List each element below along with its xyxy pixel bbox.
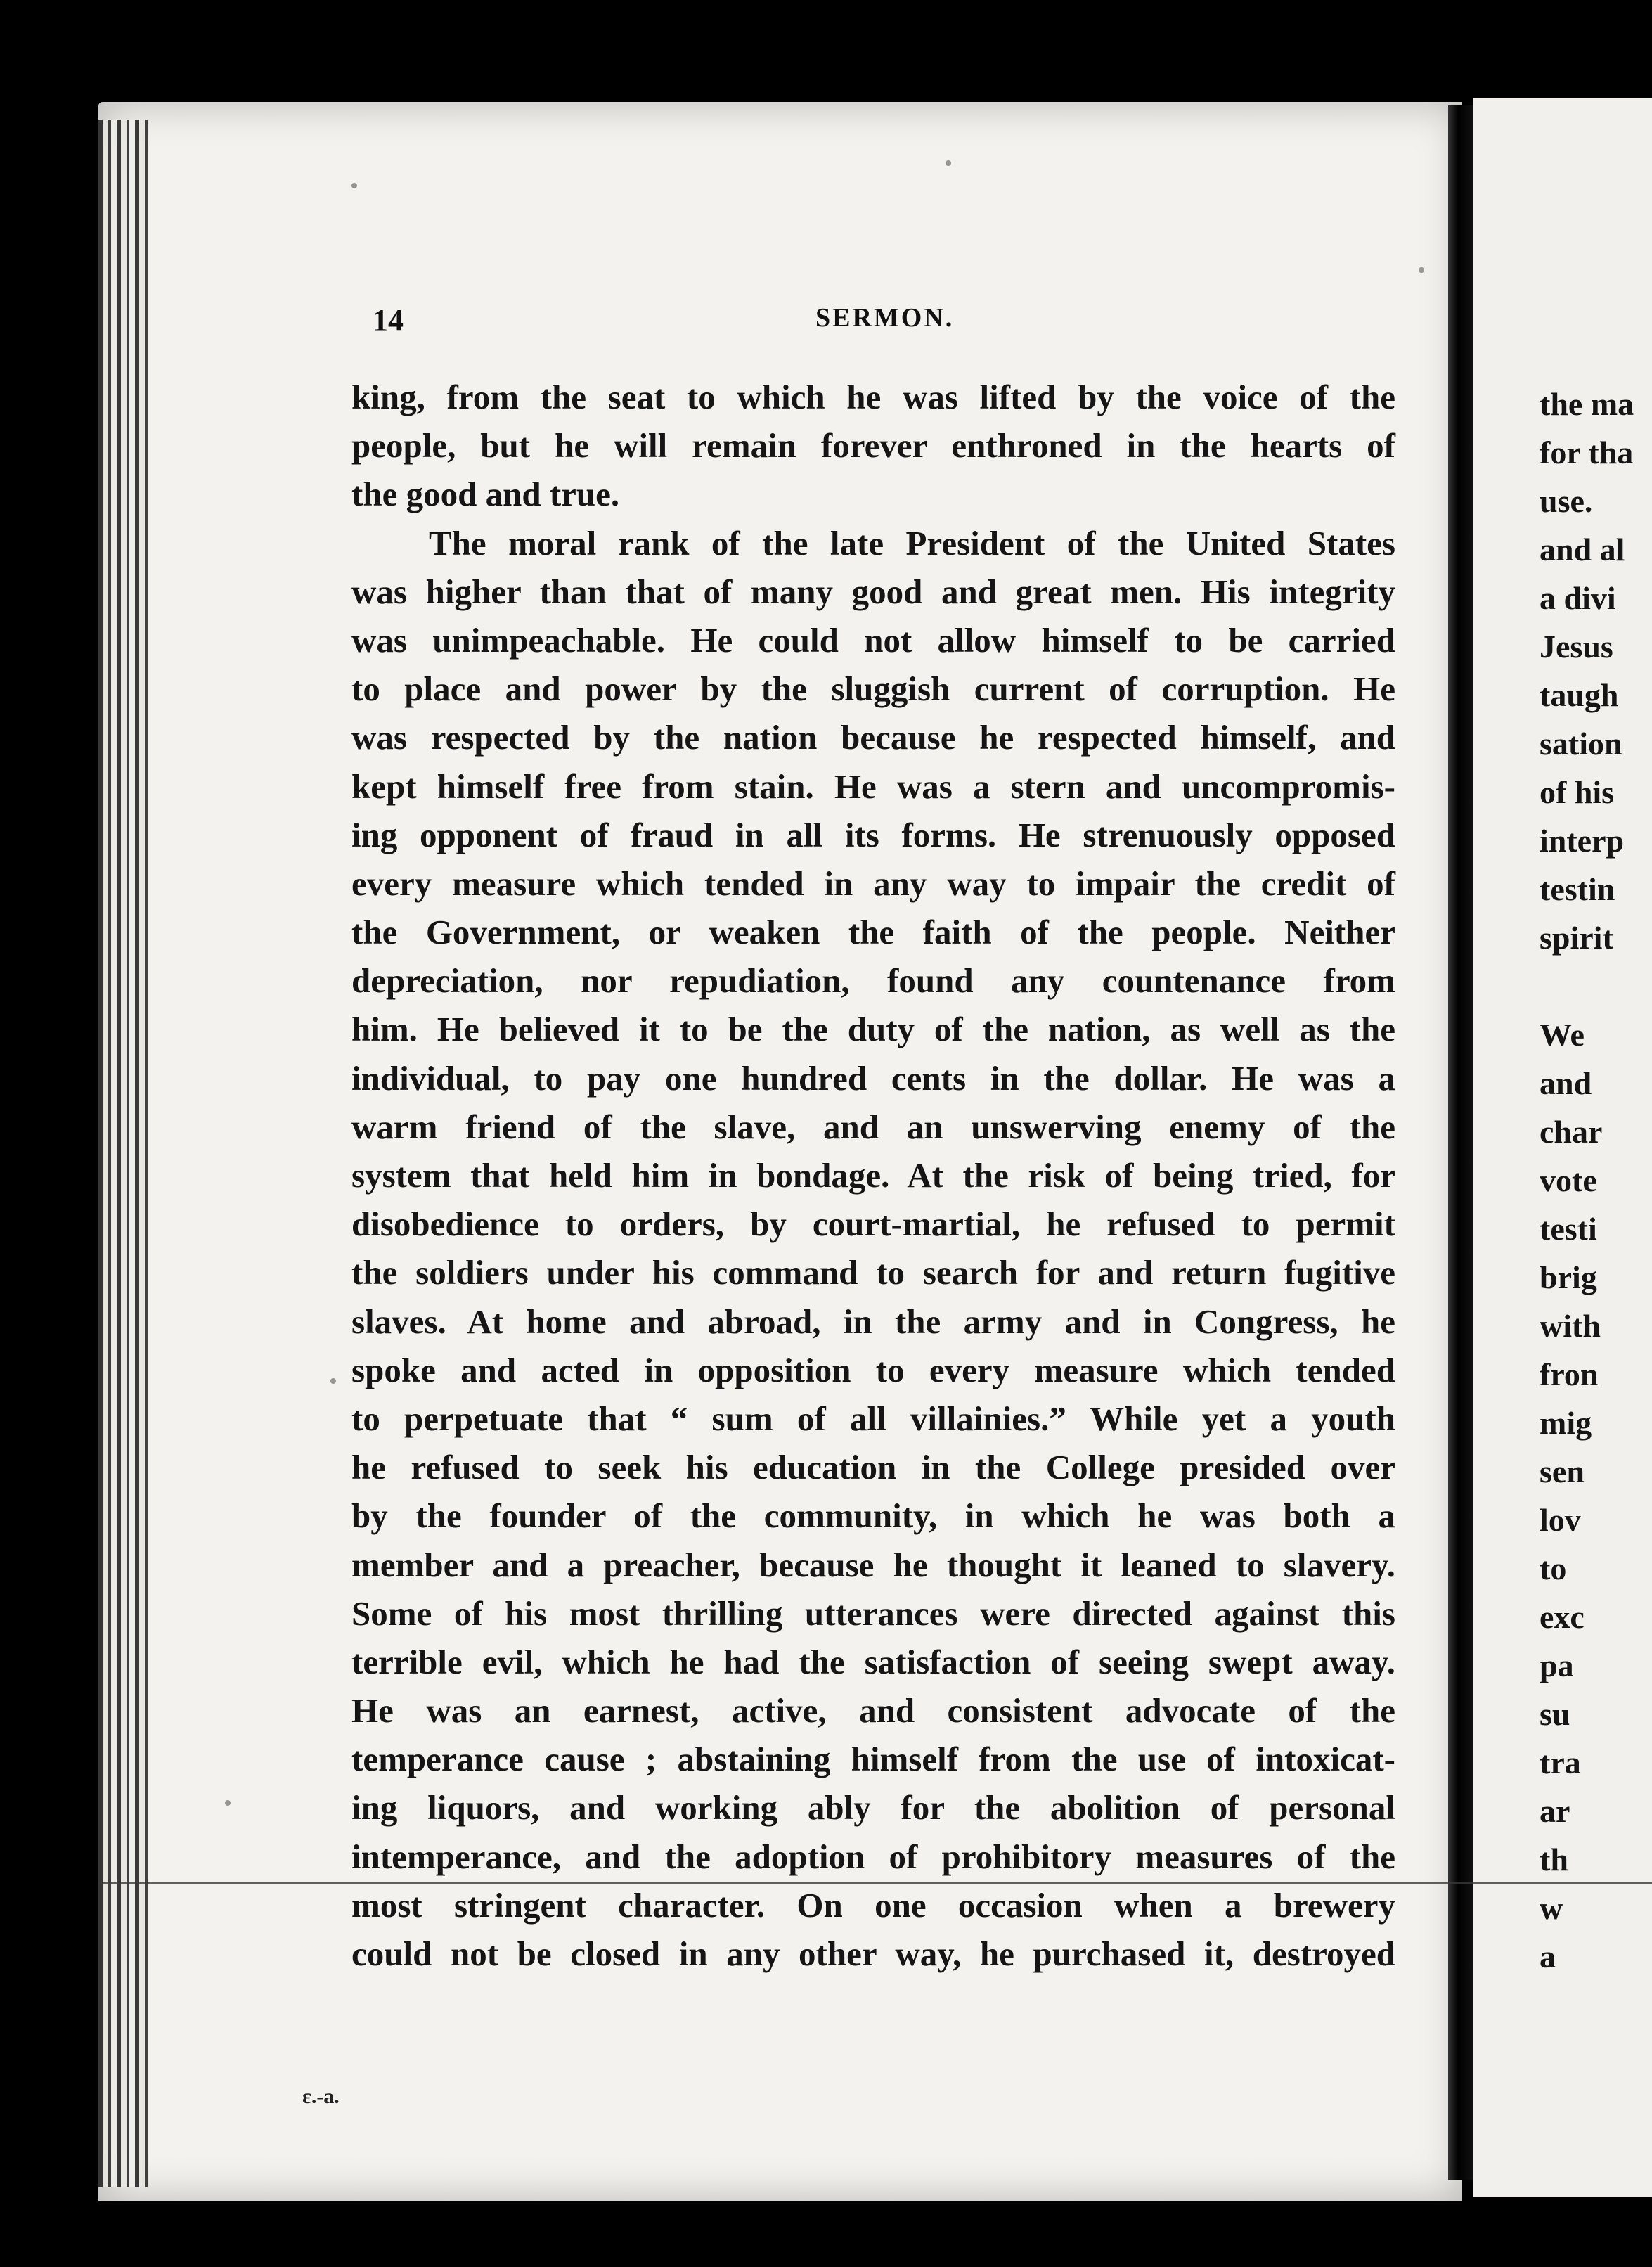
- fragment-line: brig: [1540, 1259, 1597, 1295]
- fragment-line: with: [1540, 1308, 1601, 1344]
- text-line: slaves. At home and abroad, in the army and in Congress, he: [351, 1302, 1395, 1341]
- fragment-line: and al: [1540, 532, 1625, 567]
- fragment-line: lov: [1540, 1502, 1581, 1538]
- text-line: to place and power by the sluggish current of corruption. He: [351, 669, 1395, 709]
- fragment-line: We: [1540, 1017, 1585, 1053]
- text-line: intemperance, and the adoption of prohibitory measures of the: [351, 1837, 1395, 1876]
- text-line: ing opponent of fraud in all its forms. He strenuously opposed: [351, 815, 1395, 854]
- text-line: the soldiers under his command to search for and return fugitive: [351, 1253, 1395, 1292]
- fragment-line: th: [1540, 1842, 1568, 1877]
- fragment-line: use.: [1540, 483, 1593, 519]
- fragment-line: vote: [1540, 1162, 1597, 1198]
- text-line: every measure which tended in any way to impair the credit of: [351, 863, 1395, 903]
- text-line: him. He believed it to be the duty of the nation, as well as the: [351, 1010, 1395, 1049]
- text-line: He was an earnest, active, and consistent advocate of the: [351, 1691, 1395, 1730]
- fragment-line: tra: [1540, 1745, 1581, 1780]
- ink-speck: [225, 1800, 231, 1806]
- fragment-line: sation: [1540, 726, 1622, 762]
- fragment-line: and: [1540, 1065, 1592, 1101]
- text-line: ing liquors, and working ably for the abolition of personal: [351, 1788, 1395, 1828]
- page-edges: [98, 120, 148, 2187]
- text-line: depreciation, nor repudiation, found any countenance from: [351, 961, 1395, 1001]
- text-line: could not be closed in any other way, he purchased it, destroyed: [351, 1934, 1395, 1973]
- page-number: 14: [373, 303, 404, 338]
- margin-mark: ɛ.-a.: [302, 2085, 340, 2108]
- fragment-line: to: [1540, 1550, 1567, 1586]
- fragment-line: w: [1540, 1890, 1563, 1926]
- text-line: individual, to pay one hundred cents in the dollar. He was a: [351, 1058, 1395, 1098]
- text-line: disobedience to orders, by court-martial, he refused to permit: [351, 1205, 1395, 1244]
- text-line: was unimpeachable. He could not allow himself to be carried: [351, 620, 1395, 660]
- text-line: the Government, or weaken the faith of the people. Neither: [351, 913, 1395, 952]
- fragment-line: a: [1540, 1939, 1556, 1974]
- text-line: he refused to seek his education in the College presided over: [351, 1448, 1395, 1487]
- fragment-line: sen: [1540, 1453, 1585, 1489]
- fragment-line: fron: [1540, 1356, 1599, 1392]
- ink-speck: [330, 1378, 336, 1384]
- left-page-body: [351, 373, 1395, 1978]
- fragment-line: ar: [1540, 1793, 1570, 1829]
- text-line: to perpetuate that “ sum of all villainies.” While yet a youth: [351, 1399, 1395, 1438]
- text-line: system that held him in bondage. At the risk of being tried, for: [351, 1156, 1395, 1195]
- fragment-line: for tha: [1540, 435, 1634, 470]
- text-line: Some of his most thrilling utterances were directed against this: [351, 1593, 1395, 1633]
- fragment-line: pa: [1540, 1648, 1574, 1683]
- fragment-line: spirit: [1540, 920, 1613, 956]
- fragment-line: testin: [1540, 871, 1615, 907]
- fragment-line: su: [1540, 1696, 1570, 1732]
- page-crease-line: [98, 1882, 1652, 1884]
- text-line: most stringent character. On one occasion when a brewery: [351, 1885, 1395, 1925]
- running-head: SERMON.: [815, 303, 955, 333]
- fragment-line: testi: [1540, 1211, 1597, 1247]
- fragment-line: mig: [1540, 1405, 1592, 1441]
- fragment-line: the ma: [1540, 386, 1634, 422]
- fragment-line: exc: [1540, 1599, 1585, 1635]
- text-line: the good and true.: [351, 475, 620, 514]
- book-spine: [1448, 105, 1473, 2180]
- text-line: temperance cause ; abstaining himself from the use of intoxicat-: [351, 1740, 1395, 1779]
- fragment-line: Jesus: [1540, 629, 1613, 664]
- text-line: was higher than that of many good and great men. His integrity: [351, 572, 1395, 611]
- fragment-line: taugh: [1540, 677, 1619, 713]
- text-line: was respected by the nation because he respected himself, and: [351, 718, 1395, 757]
- right-page-fragments: [1540, 380, 1634, 1981]
- text-line: king, from the seat to which he was lifted by the voice of the: [351, 378, 1395, 416]
- ink-speck: [351, 183, 357, 188]
- text-line: warm friend of the slave, and an unswerving enemy of the: [351, 1107, 1395, 1146]
- text-line: people, but he will remain forever enthroned in the hearts of: [351, 426, 1395, 465]
- ink-speck: [1419, 267, 1424, 273]
- fragment-line: of his: [1540, 774, 1615, 810]
- text-line: member and a preacher, because he thought it leaned to slavery.: [351, 1545, 1395, 1584]
- text-line: The moral rank of the late President of the United States: [429, 523, 1395, 563]
- ink-speck: [946, 160, 951, 166]
- fragment-line: char: [1540, 1114, 1603, 1150]
- fragment-line: [1540, 962, 1634, 1010]
- fragment-line: a divi: [1540, 580, 1616, 616]
- text-line: terrible evil, which he had the satisfaction of seeing swept away.: [351, 1642, 1395, 1681]
- text-line: by the founder of the community, in which he was both a: [351, 1496, 1395, 1536]
- fragment-line: interp: [1540, 823, 1625, 859]
- text-line: kept himself free from stain. He was a stern and uncompromis-: [351, 766, 1395, 806]
- text-line: spoke and acted in opposition to every measure which tended: [351, 1350, 1395, 1389]
